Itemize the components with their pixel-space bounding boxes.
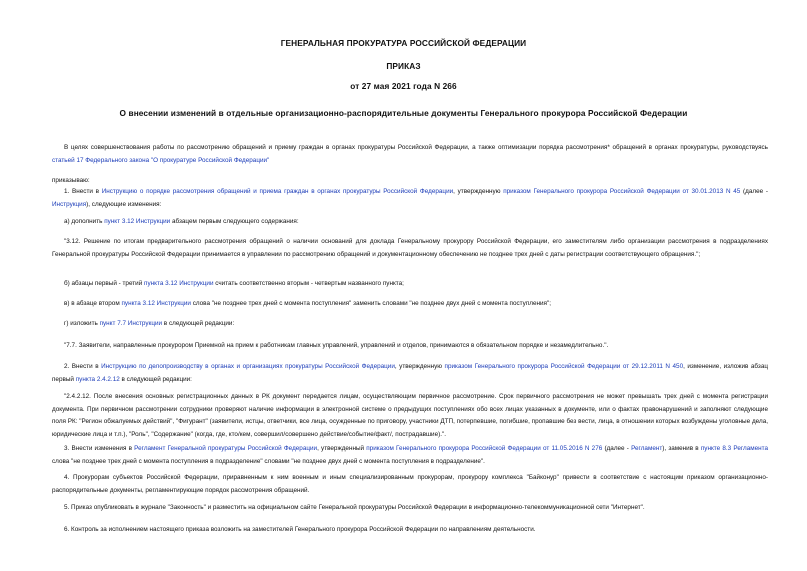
- link-reglament[interactable]: Регламент Генеральной прокуратуры Российской Федерации: [134, 445, 318, 452]
- p1v-text-1: в) в абзаце втором: [64, 300, 122, 307]
- paragraph-6: 6. Контроль за исполнением настоящего приказа возложить на заместителей Генерального прокурора Российской Федерации по направлениям деятельности.: [64, 526, 536, 533]
- paragraph-2: [52, 361, 768, 386]
- p2-text-1: 2. Внести в: [64, 363, 102, 370]
- link-point-3-12-v[interactable]: пункта 3.12 Инструкции: [121, 300, 191, 307]
- p3-text-3: (далее -: [602, 445, 632, 452]
- paragraph-1a-quote: "3.12. Решение по итогам предварительного рассмотрения обращений о наличии оснований для доклада Генеральному прокурору Российской Федерации, его заместителям либо организации рассмотрения в подразделениях Генеральной прокуратуры Российской Федерации принимается в управлении по рассмотрению обращений и документационному обеспечению не позднее трех дней с даты регистрации соответствующего обращения.";: [52, 238, 768, 258]
- paragraph-1v: [52, 298, 768, 311]
- p2-text-2: , утвержденную: [394, 363, 445, 370]
- link-order-450[interactable]: приказом Генерального прокурора Российской Федерации от 29.12.2011 N 450: [444, 363, 684, 370]
- link-order-45[interactable]: приказом Генерального прокурора Российской Федерации от 30.01.2013 N 45: [503, 188, 741, 195]
- link-order-276[interactable]: приказом Генерального прокурора Российской Федерации от 11.05.2016 N 276: [366, 445, 603, 452]
- link-instruction-appeals[interactable]: Инструкцию о порядке рассмотрения обращений и приема граждан в органах прокуратуры Российской Федерации: [101, 188, 454, 195]
- paragraph-1a: [52, 216, 768, 229]
- paragraph-1g: [52, 318, 768, 331]
- preamble-text: В целях совершенствования работы по рассмотрению обращений и приему граждан в органах прокуратуры Российской Федерации, а также оптимизации порядка рассмотрения* обращений в органах прокуратуры, руководствуясь: [64, 144, 768, 151]
- p3-text-1: 3. Внести изменения в: [64, 445, 135, 452]
- document-title: О внесении изменений в отдельные организационно-распорядительные документы Генерального прокурора Российской Федерации: [119, 108, 688, 118]
- paragraph-3: [52, 443, 768, 468]
- p3-text-2: , утвержденный: [317, 445, 367, 452]
- paragraph-1g-quote: "7.7. Заявители, направленные прокурором Приемной на прием к работникам главных управлений, управлений и отделов, принимаются в обязательном порядке и незамедлительно.".: [64, 342, 609, 349]
- link-point-7-7[interactable]: пункт 7.7 Инструкции: [99, 320, 163, 327]
- p1-text-1: 1. Внести в: [64, 188, 102, 195]
- p1b-text-1: б) абзацы первый - третий: [64, 280, 145, 287]
- p2-text-4: в следующей редакции:: [119, 375, 192, 383]
- link-instruction-records[interactable]: Инструкцию по делопроизводству в органах и организациях прокуратуры Российской Федерации: [101, 363, 395, 370]
- link-point-2-4-2-12[interactable]: пункта 2.4.2.12: [75, 375, 120, 383]
- link-point-3-12[interactable]: пункт 3.12 Инструкции: [104, 218, 171, 225]
- paragraph-1: [52, 186, 768, 211]
- document-type: ПРИКАЗ: [386, 61, 421, 71]
- p3-text-4: ), заменив в: [662, 445, 701, 452]
- p1a-text-1: а) дополнить: [64, 218, 105, 225]
- preamble-paragraph: [52, 142, 768, 167]
- p2-text-3: , изменение, изложив абзац первый: [52, 363, 768, 383]
- p1a-text-2: абзацем первым следующего содержания:: [170, 218, 299, 225]
- p1b-text-2: считать соответственно вторым - четвертым названного пункта;: [213, 280, 404, 287]
- paragraph-2-quote: "2.4.2.12. После внесения основных регистрационных данных в РК документ передается лицам, осуществляющим первичное рассмотрение. Срок первичного рассмотрения не может превышать трех дней с момента регистрации документа. При первичном рассмотрении сотрудники проверяют наличие информации в электронной системе о предыдущих поступлениях обо всех лицах указанных в документе, или о фактах правонарушений и заполняют следующие поля РК: "Регион обжалуемых действий", "Фигурант" (заявители, истцы, ответчики, все лица, осужденные по приговору, участники ДТП, потерпевшие, погибшие, пропавшие без вести, лица, в отношении которых возбуждены уголовные дела, юридические лица и т.п.), "Роль", "Содержание" (когда, где, кто/кем, совершил/совершено действие/событие/факт/, пострадавшие).".: [52, 393, 768, 438]
- p1g-text-2: в следующей редакции:: [162, 320, 235, 327]
- order-word: приказываю:: [52, 177, 90, 184]
- paragraph-4: 4. Прокурорам субъектов Российской Федерации, приравненным к ним военным и иным специализированным прокурорам, прокурору комплекса "Байконур" привести в соответствие с настоящим приказом организационно-распорядительные документы, регламентирующие порядок рассмотрения обращений.: [52, 474, 768, 494]
- paragraph-1b: [52, 278, 768, 291]
- p1v-text-2: слова "не позднее трех дней с момента поступления" заменить словами "не позднее двух дней с момента поступления";: [190, 300, 551, 307]
- p1g-text-1: г) изложить: [64, 320, 100, 327]
- p1-text-4: ), следующие изменения:: [86, 200, 162, 208]
- p3-text-5: слова "не позднее трех дней с момента поступления в подразделение" словами "не позднее двух дней с момента поступления в подразделение".: [52, 457, 485, 465]
- link-article-17-law[interactable]: статьей 17 Федерального закона "О прокуратуре Российской Федерации": [52, 156, 270, 164]
- link-point-3-12-b[interactable]: пункта 3.12 Инструкции: [144, 280, 214, 287]
- paragraph-5: 5. Приказ опубликовать в журнале "Законность" и разместить на официальном сайте Генеральной прокуратуры Российской Федерации в информационно-телекоммуникационной сети "Интернет".: [64, 504, 645, 511]
- link-point-8-3[interactable]: пункте 8.3 Регламента: [700, 445, 769, 452]
- document-date: от 27 мая 2021 года N 266: [350, 81, 457, 91]
- p1-text-3: (далее -: [740, 188, 768, 195]
- link-reglament-short[interactable]: Регламент: [631, 445, 663, 452]
- link-instruction[interactable]: Инструкция: [52, 200, 87, 208]
- p1-text-2: , утвержденную: [453, 188, 504, 195]
- authority-heading: ГЕНЕРАЛЬНАЯ ПРОКУРАТУРА РОССИЙСКОЙ ФЕДЕРАЦИИ: [280, 38, 527, 48]
